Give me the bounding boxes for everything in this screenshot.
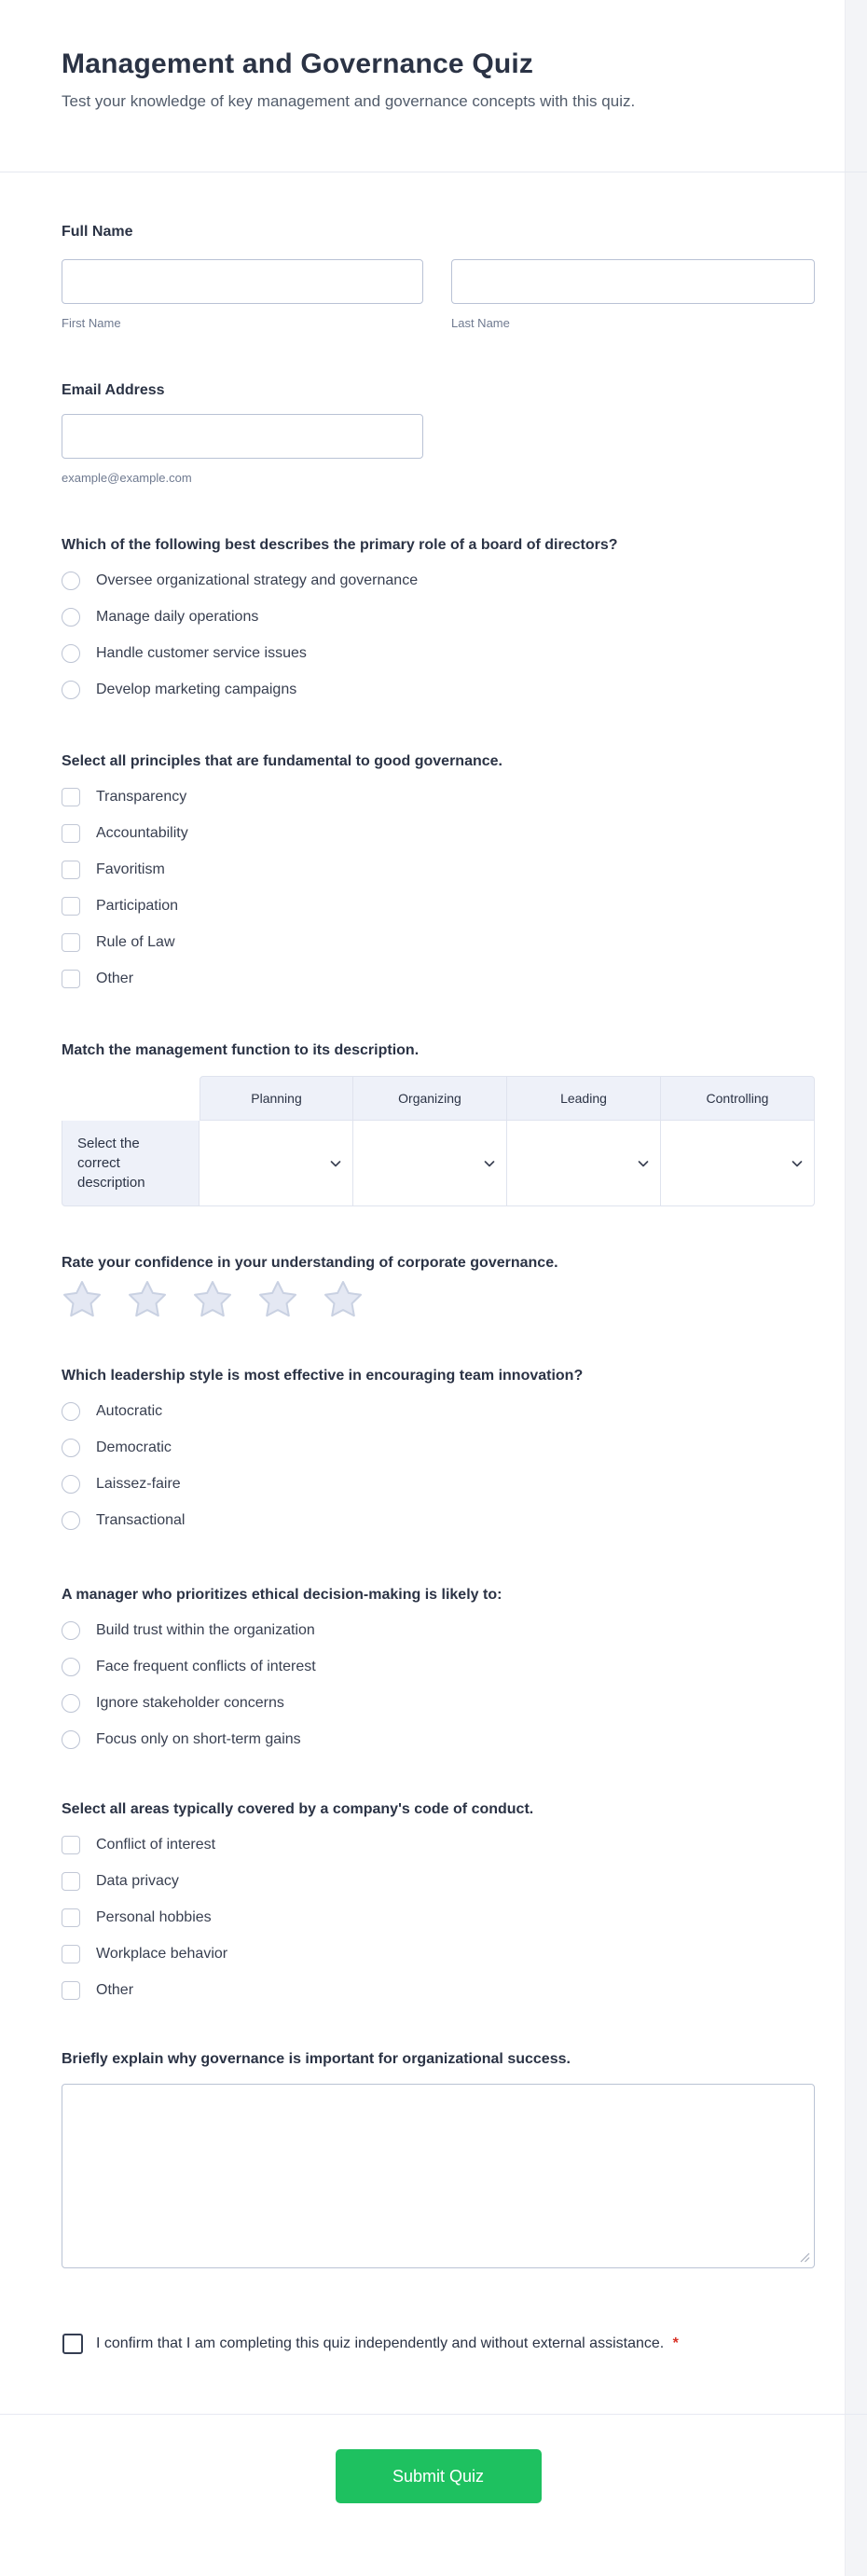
question-rating bbox=[62, 1253, 815, 1320]
matrix-select-planning[interactable] bbox=[200, 1121, 353, 1206]
question-explain bbox=[62, 2049, 815, 2268]
radio-group bbox=[62, 572, 815, 699]
checkbox-option[interactable] bbox=[62, 1945, 815, 1963]
option-label[interactable]: Participation bbox=[96, 898, 179, 914]
email-input[interactable] bbox=[62, 414, 423, 459]
chevron-down-icon bbox=[482, 1156, 497, 1171]
star-icon[interactable] bbox=[323, 1279, 364, 1320]
question-label: Match the management function to its description. bbox=[62, 1042, 420, 1058]
option-label[interactable]: Oversee organizational strategy and governance bbox=[96, 572, 419, 588]
question-ethics bbox=[62, 1585, 815, 1749]
checkbox-icon[interactable] bbox=[62, 1981, 80, 2000]
checkbox-group bbox=[62, 788, 815, 988]
radio-option[interactable] bbox=[62, 1511, 815, 1530]
required-asterisk: * bbox=[672, 2335, 679, 2351]
option-label[interactable]: Transparency bbox=[96, 789, 187, 805]
option-label[interactable]: Transactional bbox=[96, 1512, 186, 1528]
checkbox-option[interactable] bbox=[62, 824, 815, 843]
radio-option[interactable] bbox=[62, 1439, 815, 1457]
radio-option[interactable] bbox=[62, 644, 815, 663]
option-label[interactable]: Manage daily operations bbox=[96, 609, 259, 625]
option-label[interactable]: Accountability bbox=[96, 825, 188, 841]
checkbox-option[interactable] bbox=[62, 861, 815, 879]
checkbox-icon[interactable] bbox=[62, 1908, 80, 1927]
radio-group bbox=[62, 1402, 815, 1530]
option-label[interactable]: Other bbox=[96, 971, 134, 986]
checkbox-option[interactable] bbox=[62, 970, 815, 988]
option-label[interactable]: Handle customer service issues bbox=[96, 645, 307, 661]
page-title: Management and Governance Quiz bbox=[62, 48, 534, 79]
chevron-down-icon bbox=[790, 1156, 805, 1171]
star-icon[interactable] bbox=[62, 1279, 103, 1320]
checkbox-icon[interactable] bbox=[62, 1945, 80, 1963]
checkbox-icon[interactable] bbox=[62, 788, 80, 806]
question-label: Which leadership style is most effective in encouraging team innovation? bbox=[62, 1368, 584, 1384]
question-matrix bbox=[62, 1040, 815, 1206]
email-label: Email Address bbox=[62, 382, 165, 398]
radio-button-icon[interactable] bbox=[62, 1475, 80, 1494]
checkbox-group bbox=[62, 1836, 815, 2000]
option-label[interactable]: Rule of Law bbox=[96, 934, 175, 950]
option-label[interactable]: Autocratic bbox=[96, 1403, 163, 1419]
email-section bbox=[62, 380, 815, 485]
radio-button-icon[interactable] bbox=[62, 1511, 80, 1530]
option-label[interactable]: Other bbox=[96, 1982, 134, 1998]
radio-button-icon[interactable] bbox=[62, 608, 80, 627]
option-label[interactable]: Democratic bbox=[96, 1440, 172, 1455]
matrix-column-header: Leading bbox=[507, 1076, 661, 1121]
radio-button-icon[interactable] bbox=[62, 681, 80, 699]
full-name-label: Full Name bbox=[62, 224, 133, 240]
star-icon[interactable] bbox=[127, 1279, 168, 1320]
question-label: Which of the following best describes the primary role of a board of directors? bbox=[62, 537, 618, 553]
matrix-column-header: Organizing bbox=[353, 1076, 507, 1121]
option-label[interactable]: Workplace behavior bbox=[96, 1946, 228, 1962]
matrix-column-header: Planning bbox=[200, 1076, 353, 1121]
form-header bbox=[0, 0, 867, 172]
option-label[interactable]: Ignore stakeholder concerns bbox=[96, 1695, 284, 1711]
checkbox-option[interactable] bbox=[62, 1981, 815, 2000]
form-content bbox=[0, 222, 867, 2503]
radio-button-icon[interactable] bbox=[62, 1730, 80, 1749]
confirm-section bbox=[62, 2332, 815, 2356]
star-icon[interactable] bbox=[192, 1279, 233, 1320]
checkbox-option[interactable] bbox=[62, 1872, 815, 1891]
checkbox-option[interactable] bbox=[62, 788, 815, 806]
radio-option[interactable] bbox=[62, 1730, 815, 1749]
radio-option[interactable] bbox=[62, 1621, 815, 1640]
radio-option[interactable] bbox=[62, 1402, 815, 1421]
question-board-role bbox=[62, 535, 815, 699]
submit-row bbox=[62, 2449, 815, 2503]
matrix-table bbox=[62, 1076, 815, 1206]
question-label: A manager who prioritizes ethical decision-making is likely to: bbox=[62, 1587, 502, 1603]
last-name-input[interactable] bbox=[451, 259, 815, 304]
question-label: Briefly explain why governance is important for organizational success. bbox=[62, 2051, 571, 2067]
matrix-column-header: Controlling bbox=[661, 1076, 815, 1121]
page-subtitle: Test your knowledge of key management and governance concepts with this quiz. bbox=[62, 92, 636, 110]
explain-textarea[interactable] bbox=[62, 2084, 815, 2268]
radio-option[interactable] bbox=[62, 1475, 815, 1494]
confirm-row[interactable] bbox=[62, 2332, 714, 2356]
first-name-col bbox=[62, 259, 423, 330]
option-label[interactable]: Data privacy bbox=[96, 1873, 179, 1889]
matrix-select-leading[interactable] bbox=[507, 1121, 661, 1206]
radio-button-icon[interactable] bbox=[62, 1439, 80, 1457]
question-conduct bbox=[62, 1799, 815, 2000]
first-name-sublabel: First Name bbox=[62, 316, 121, 330]
option-label[interactable]: Favoritism bbox=[96, 861, 165, 877]
option-label[interactable]: Face frequent conflicts of interest bbox=[96, 1659, 316, 1674]
email-sublabel: example@example.com bbox=[62, 471, 192, 485]
checkbox-option[interactable] bbox=[62, 933, 815, 952]
option-label[interactable]: Build trust within the organization bbox=[96, 1622, 315, 1638]
option-label[interactable]: Conflict of interest bbox=[96, 1837, 216, 1853]
checkbox-option[interactable] bbox=[62, 1836, 815, 1854]
checkbox-icon[interactable] bbox=[62, 933, 80, 952]
chevron-down-icon bbox=[328, 1156, 343, 1171]
radio-button-icon[interactable] bbox=[62, 1402, 80, 1421]
checkbox-icon[interactable] bbox=[62, 897, 80, 916]
submit-quiz-button[interactable]: Submit Quiz bbox=[336, 2449, 542, 2503]
star-rating bbox=[62, 1279, 815, 1320]
option-label[interactable]: Focus only on short-term gains bbox=[96, 1731, 301, 1747]
radio-option[interactable] bbox=[62, 1694, 815, 1713]
option-label[interactable]: Laissez-faire bbox=[96, 1476, 181, 1492]
checkbox-icon[interactable] bbox=[62, 824, 80, 843]
radio-button-icon[interactable] bbox=[62, 572, 80, 590]
question-label: Rate your confidence in your understanding of corporate governance. bbox=[62, 1255, 558, 1271]
confirm-checkbox[interactable] bbox=[62, 2334, 83, 2354]
option-label[interactable]: Develop marketing campaigns bbox=[96, 682, 297, 697]
checkbox-icon[interactable] bbox=[62, 970, 80, 988]
radio-option[interactable] bbox=[62, 681, 815, 699]
checkbox-icon[interactable] bbox=[62, 861, 80, 879]
matrix-corner-cell bbox=[62, 1076, 200, 1121]
checkbox-option[interactable] bbox=[62, 897, 815, 916]
matrix-row-label: Select the correct description bbox=[62, 1121, 200, 1206]
question-label: Select all principles that are fundamental to good governance. bbox=[62, 753, 502, 769]
matrix-select-organizing[interactable] bbox=[353, 1121, 507, 1206]
chevron-down-icon bbox=[636, 1156, 651, 1171]
checkbox-option[interactable] bbox=[62, 1908, 815, 1927]
confirm-label-text[interactable]: I confirm that I am completing this quiz independently and without external assistance. bbox=[96, 2335, 665, 2351]
star-icon[interactable] bbox=[257, 1279, 298, 1320]
checkbox-icon[interactable] bbox=[62, 1872, 80, 1891]
radio-button-icon[interactable] bbox=[62, 1658, 80, 1676]
full-name-section bbox=[62, 222, 815, 330]
checkbox-icon[interactable] bbox=[62, 1836, 80, 1854]
radio-button-icon[interactable] bbox=[62, 644, 80, 663]
textarea-wrap bbox=[62, 2084, 815, 2268]
last-name-sublabel: Last Name bbox=[451, 316, 510, 330]
matrix-select-controlling[interactable] bbox=[661, 1121, 815, 1206]
radio-group bbox=[62, 1621, 815, 1749]
question-principles bbox=[62, 751, 815, 988]
radio-option[interactable] bbox=[62, 1658, 815, 1676]
footer-divider bbox=[0, 2414, 867, 2415]
first-name-input[interactable] bbox=[62, 259, 423, 304]
name-row bbox=[62, 259, 815, 330]
radio-option[interactable] bbox=[62, 572, 815, 590]
radio-option[interactable] bbox=[62, 608, 815, 627]
radio-button-icon[interactable] bbox=[62, 1694, 80, 1713]
question-label: Select all areas typically covered by a company's code of conduct. bbox=[62, 1801, 534, 1817]
radio-button-icon[interactable] bbox=[62, 1621, 80, 1640]
option-label[interactable]: Personal hobbies bbox=[96, 1909, 212, 1925]
last-name-col bbox=[451, 259, 815, 330]
question-leadership bbox=[62, 1366, 815, 1530]
